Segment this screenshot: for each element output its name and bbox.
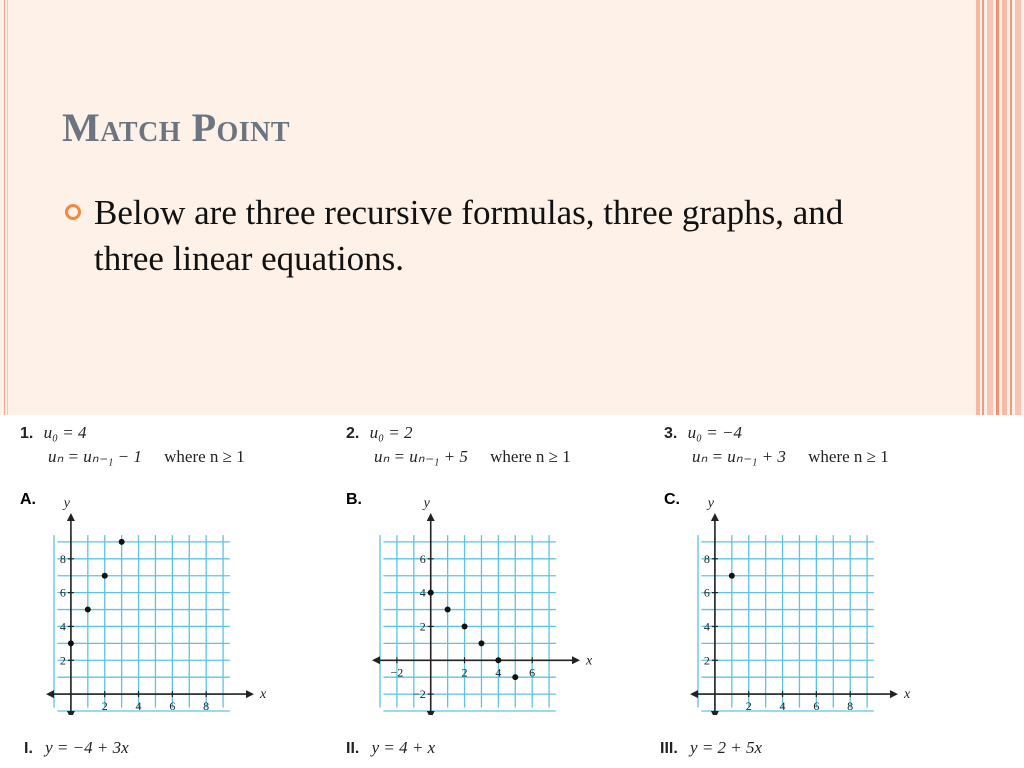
x-tick-label: 2 <box>461 665 468 680</box>
x-axis-arrow-right <box>246 690 254 698</box>
x-axis-arrow-left <box>372 656 380 664</box>
formula-1 <box>20 423 86 443</box>
y-tick-label: 4 <box>419 585 426 600</box>
x-axis-arrow-right <box>890 690 898 698</box>
equation-2 <box>346 738 435 758</box>
equation-number: II. <box>346 740 360 757</box>
bullet-ring-icon <box>65 204 81 220</box>
y-tick-label: 6 <box>59 585 66 600</box>
x-tick-label: 6 <box>529 665 536 680</box>
formula-number: 1. <box>20 425 34 442</box>
graph-a <box>40 495 280 715</box>
formula-number: 2. <box>346 425 360 442</box>
x-tick-label: 4 <box>779 699 786 714</box>
graph-b <box>366 495 606 715</box>
y-axis-label: y <box>707 496 715 511</box>
equation-text: y = 2 + 5x <box>690 738 763 757</box>
data-point <box>68 640 74 646</box>
y-tick-label: 6 <box>703 585 710 600</box>
x-axis-arrow-right <box>572 656 580 664</box>
y-axis-arrow-up <box>711 513 719 521</box>
data-point <box>512 674 518 680</box>
y-axis-label: y <box>63 496 71 511</box>
x-axis-arrow-left <box>690 690 698 698</box>
formula-rule: uₙ = uₙ₋₁ + 3 <box>692 447 786 466</box>
y-tick-label: −2 <box>412 687 426 702</box>
y-tick-label: 2 <box>59 653 66 668</box>
graph-letter-a: A. <box>20 491 36 508</box>
y-tick-label: 2 <box>419 619 426 634</box>
equation-text: y = −4 + 3x <box>45 738 129 757</box>
formula-3-recursive <box>692 447 889 467</box>
formula-1-recursive <box>48 447 245 467</box>
slide-title: Match Point <box>62 105 291 150</box>
y-axis-arrow-down <box>427 711 435 715</box>
graph-c <box>684 495 924 715</box>
equation-text: y = 4 + x <box>371 738 436 757</box>
right-frame-stripes <box>976 0 1024 415</box>
formula-rule: uₙ = uₙ₋₁ − 1 <box>48 447 142 466</box>
x-axis-arrow-left <box>46 690 54 698</box>
formula-2 <box>346 423 412 443</box>
formula-number: 3. <box>664 425 678 442</box>
data-point <box>495 657 501 663</box>
x-tick-label: 4 <box>495 665 502 680</box>
x-axis-label: x <box>260 687 267 703</box>
x-tick-label: 6 <box>813 699 820 714</box>
formula-initial: u₀ = 2 <box>369 423 413 442</box>
equation-1 <box>24 738 129 758</box>
equation-number: I. <box>24 740 33 757</box>
formula-3 <box>664 423 742 443</box>
x-tick-label: 8 <box>203 699 210 714</box>
equation-3 <box>660 738 762 758</box>
data-point <box>462 623 468 629</box>
y-tick-label: 6 <box>419 551 426 566</box>
formula-condition: where n ≥ 1 <box>490 447 571 466</box>
equation-number: III. <box>660 740 678 757</box>
x-tick-label: 4 <box>135 699 142 714</box>
formula-condition: where n ≥ 1 <box>164 447 245 466</box>
y-axis-arrow-up <box>427 513 435 521</box>
data-point <box>85 607 91 613</box>
x-tick-label: 8 <box>847 699 854 714</box>
data-point <box>478 640 484 646</box>
data-point <box>445 607 451 613</box>
x-tick-label: 2 <box>745 699 752 714</box>
data-point <box>729 573 735 579</box>
y-axis-arrow-down <box>67 711 75 715</box>
y-axis-arrow-down <box>711 711 719 715</box>
y-tick-label: 8 <box>703 551 710 566</box>
x-tick-label: 6 <box>169 699 176 714</box>
y-tick-label: 4 <box>59 619 66 634</box>
textbook-figure <box>0 415 1024 768</box>
y-axis-label: y <box>423 496 430 511</box>
formula-initial: u₀ = 4 <box>43 423 87 442</box>
formula-condition: where n ≥ 1 <box>808 447 889 466</box>
formula-rule: uₙ = uₙ₋₁ + 5 <box>374 447 468 466</box>
y-tick-label: 4 <box>703 619 710 634</box>
x-tick-label: −2 <box>390 665 404 680</box>
y-tick-label: 2 <box>703 653 710 668</box>
bullet-text: Below are three recursive formulas, three graphs, and three linear equations. <box>94 193 844 278</box>
data-point <box>428 590 434 596</box>
x-tick-label: 2 <box>101 699 108 714</box>
data-point <box>102 573 108 579</box>
y-axis-arrow-up <box>67 513 75 521</box>
formula-initial: u₀ = −4 <box>687 423 742 442</box>
x-axis-label: x <box>904 687 911 703</box>
graph-letter-c: C. <box>664 491 680 508</box>
y-tick-label: 8 <box>59 551 66 566</box>
graph-letter-b: B. <box>346 491 362 508</box>
x-axis-label: x <box>586 653 593 669</box>
data-point <box>119 539 125 545</box>
formula-2-recursive <box>374 447 571 467</box>
